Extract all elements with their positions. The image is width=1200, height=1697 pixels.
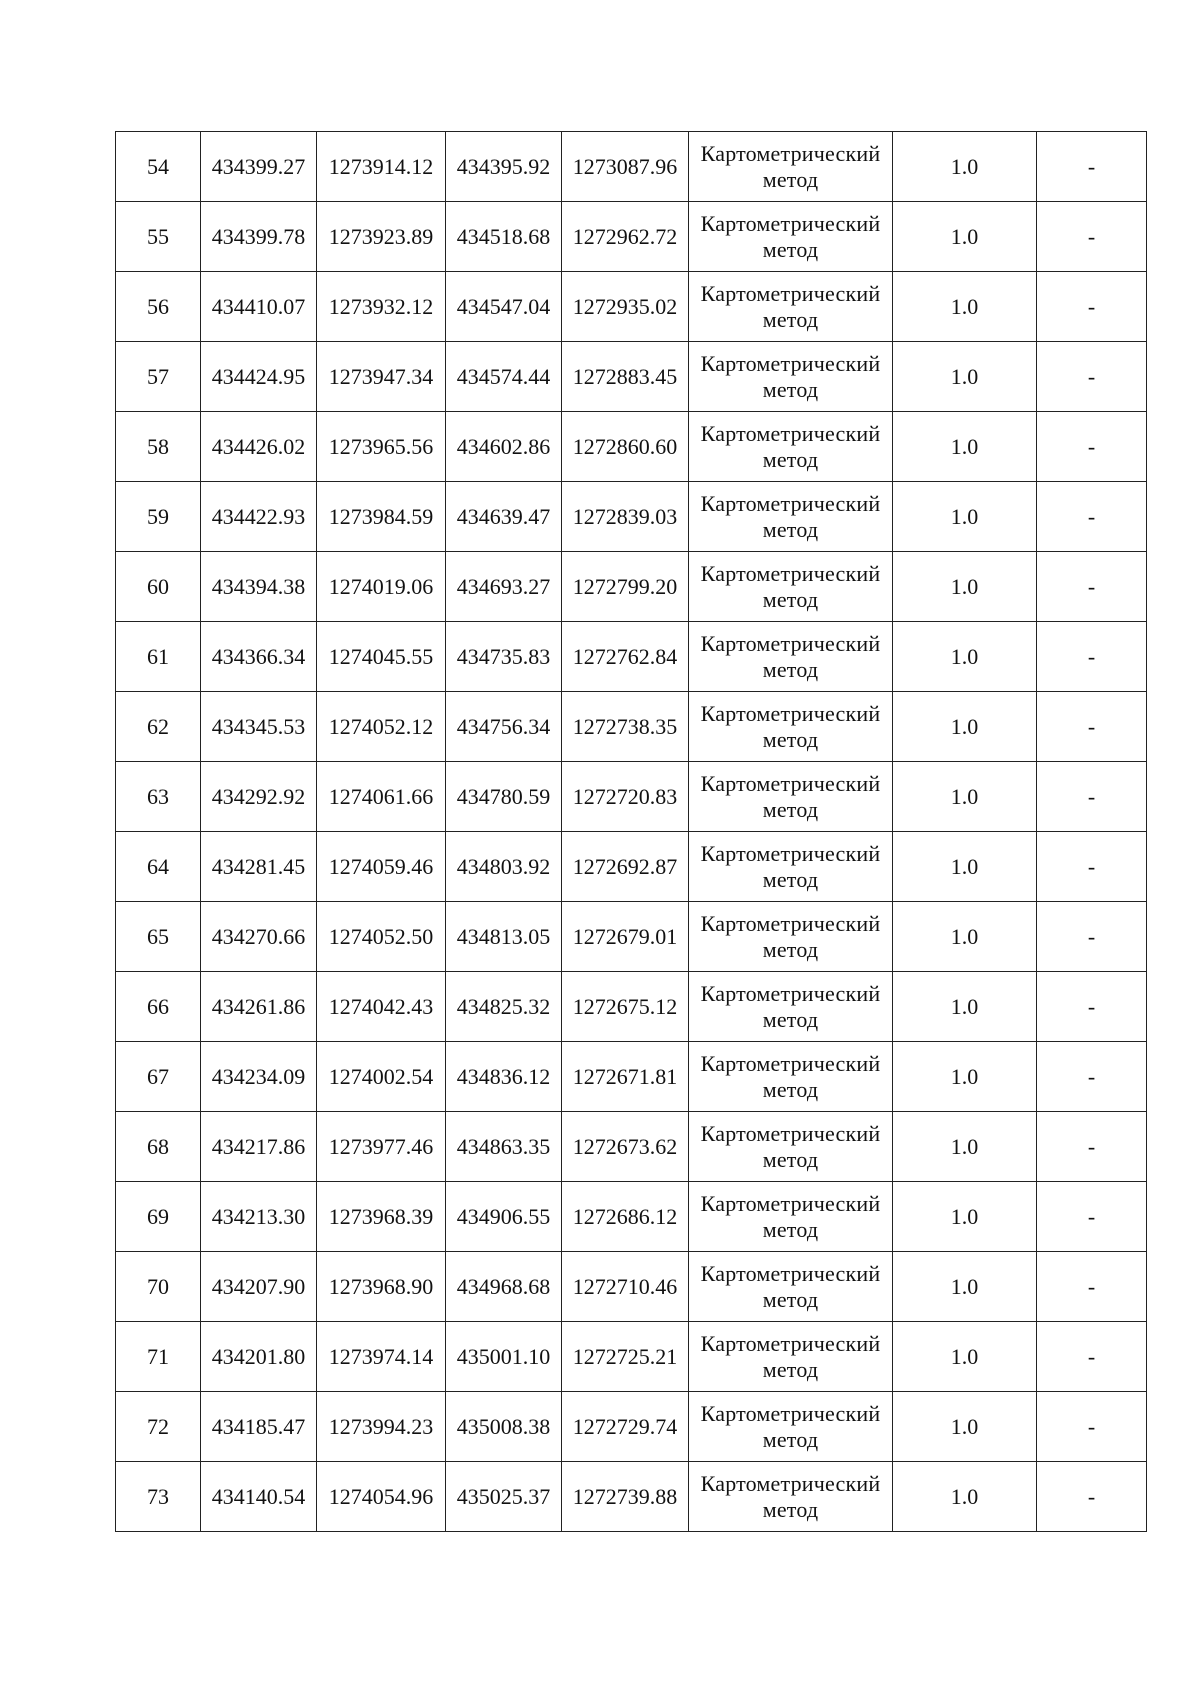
- method-line-1: Картометрический: [700, 630, 881, 656]
- method-line-2: метод: [762, 516, 819, 542]
- note-cell: -: [1037, 1182, 1147, 1252]
- method-line-2: метод: [762, 1426, 819, 1452]
- note-cell: -: [1037, 202, 1147, 272]
- coordinates-table: [115, 131, 1147, 1532]
- note-cell: -: [1037, 1392, 1147, 1462]
- point-number-cell: 70: [116, 1252, 201, 1322]
- method-line-1: Картометрический: [700, 700, 881, 726]
- table-row: [116, 1182, 1147, 1252]
- x-refined-cell: 434836.12: [446, 1042, 562, 1112]
- method-cell: [689, 482, 893, 552]
- note-cell: -: [1037, 832, 1147, 902]
- x-existing-cell: 434394.38: [201, 552, 317, 622]
- y-refined-cell: 1272725.21: [562, 1322, 689, 1392]
- y-existing-cell: 1274054.96: [317, 1462, 446, 1532]
- note-cell: -: [1037, 1112, 1147, 1182]
- table-row: [116, 762, 1147, 832]
- x-refined-cell: 434639.47: [446, 482, 562, 552]
- x-existing-cell: 434185.47: [201, 1392, 317, 1462]
- y-existing-cell: 1273968.39: [317, 1182, 446, 1252]
- method-line-2: метод: [762, 936, 819, 962]
- accuracy-cell: 1.0: [893, 1042, 1037, 1112]
- table-row: [116, 412, 1147, 482]
- table-row: [116, 1042, 1147, 1112]
- x-refined-cell: 434395.92: [446, 132, 562, 202]
- method-line-2: метод: [762, 446, 819, 472]
- y-existing-cell: 1273974.14: [317, 1322, 446, 1392]
- accuracy-cell: 1.0: [893, 832, 1037, 902]
- accuracy-cell: 1.0: [893, 272, 1037, 342]
- point-number-cell: 60: [116, 552, 201, 622]
- method-line-1: Картометрический: [700, 1330, 881, 1356]
- accuracy-cell: 1.0: [893, 622, 1037, 692]
- method-cell: [689, 1182, 893, 1252]
- x-existing-cell: 434422.93: [201, 482, 317, 552]
- y-refined-cell: 1272860.60: [562, 412, 689, 482]
- method-line-1: Картометрический: [700, 1470, 881, 1496]
- method-cell: [689, 552, 893, 622]
- point-number-cell: 66: [116, 972, 201, 1042]
- point-number-cell: 69: [116, 1182, 201, 1252]
- y-refined-cell: 1272679.01: [562, 902, 689, 972]
- note-cell: -: [1037, 342, 1147, 412]
- table-body: [116, 132, 1147, 1532]
- y-existing-cell: 1273914.12: [317, 132, 446, 202]
- accuracy-cell: 1.0: [893, 342, 1037, 412]
- method-cell: [689, 1462, 893, 1532]
- y-refined-cell: 1272762.84: [562, 622, 689, 692]
- method-cell: [689, 832, 893, 902]
- y-existing-cell: 1274052.12: [317, 692, 446, 762]
- y-refined-cell: 1272738.35: [562, 692, 689, 762]
- y-existing-cell: 1273932.12: [317, 272, 446, 342]
- x-existing-cell: 434292.92: [201, 762, 317, 832]
- x-existing-cell: 434410.07: [201, 272, 317, 342]
- point-number-cell: 56: [116, 272, 201, 342]
- method-line-2: метод: [762, 656, 819, 682]
- point-number-cell: 65: [116, 902, 201, 972]
- method-cell: [689, 1252, 893, 1322]
- x-existing-cell: 434424.95: [201, 342, 317, 412]
- y-refined-cell: 1272962.72: [562, 202, 689, 272]
- y-refined-cell: 1272739.88: [562, 1462, 689, 1532]
- y-refined-cell: 1272799.20: [562, 552, 689, 622]
- y-refined-cell: 1272673.62: [562, 1112, 689, 1182]
- point-number-cell: 64: [116, 832, 201, 902]
- x-existing-cell: 434399.27: [201, 132, 317, 202]
- accuracy-cell: 1.0: [893, 1252, 1037, 1322]
- point-number-cell: 68: [116, 1112, 201, 1182]
- method-line-1: Картометрический: [700, 280, 881, 306]
- method-cell: [689, 132, 893, 202]
- x-refined-cell: 434813.05: [446, 902, 562, 972]
- point-number-cell: 61: [116, 622, 201, 692]
- method-cell: [689, 1042, 893, 1112]
- table-row: [116, 902, 1147, 972]
- method-cell: [689, 342, 893, 412]
- x-existing-cell: 434217.86: [201, 1112, 317, 1182]
- accuracy-cell: 1.0: [893, 1322, 1037, 1392]
- method-line-1: Картометрический: [700, 1190, 881, 1216]
- y-existing-cell: 1274052.50: [317, 902, 446, 972]
- x-refined-cell: 434735.83: [446, 622, 562, 692]
- method-cell: [689, 622, 893, 692]
- y-refined-cell: 1272720.83: [562, 762, 689, 832]
- point-number-cell: 73: [116, 1462, 201, 1532]
- method-line-2: метод: [762, 1146, 819, 1172]
- note-cell: -: [1037, 412, 1147, 482]
- method-line-1: Картометрический: [700, 420, 881, 446]
- x-existing-cell: 434426.02: [201, 412, 317, 482]
- accuracy-cell: 1.0: [893, 1462, 1037, 1532]
- note-cell: -: [1037, 1462, 1147, 1532]
- accuracy-cell: 1.0: [893, 132, 1037, 202]
- method-line-2: метод: [762, 796, 819, 822]
- y-existing-cell: 1273947.34: [317, 342, 446, 412]
- point-number-cell: 67: [116, 1042, 201, 1112]
- method-line-2: метод: [762, 1496, 819, 1522]
- point-number-cell: 54: [116, 132, 201, 202]
- method-cell: [689, 762, 893, 832]
- x-refined-cell: 434863.35: [446, 1112, 562, 1182]
- x-refined-cell: 434547.04: [446, 272, 562, 342]
- y-existing-cell: 1274002.54: [317, 1042, 446, 1112]
- point-number-cell: 62: [116, 692, 201, 762]
- y-refined-cell: 1272839.03: [562, 482, 689, 552]
- point-number-cell: 55: [116, 202, 201, 272]
- method-line-1: Картометрический: [700, 980, 881, 1006]
- y-refined-cell: 1272671.81: [562, 1042, 689, 1112]
- x-refined-cell: 434780.59: [446, 762, 562, 832]
- x-refined-cell: 434518.68: [446, 202, 562, 272]
- accuracy-cell: 1.0: [893, 902, 1037, 972]
- method-line-2: метод: [762, 236, 819, 262]
- x-existing-cell: 434366.34: [201, 622, 317, 692]
- accuracy-cell: 1.0: [893, 1392, 1037, 1462]
- method-line-1: Картометрический: [700, 1050, 881, 1076]
- note-cell: -: [1037, 902, 1147, 972]
- accuracy-cell: 1.0: [893, 972, 1037, 1042]
- x-existing-cell: 434345.53: [201, 692, 317, 762]
- note-cell: -: [1037, 622, 1147, 692]
- note-cell: -: [1037, 1322, 1147, 1392]
- method-line-1: Картометрический: [700, 140, 881, 166]
- x-existing-cell: 434140.54: [201, 1462, 317, 1532]
- method-line-2: метод: [762, 866, 819, 892]
- method-cell: [689, 412, 893, 482]
- x-refined-cell: 434906.55: [446, 1182, 562, 1252]
- y-refined-cell: 1272729.74: [562, 1392, 689, 1462]
- accuracy-cell: 1.0: [893, 1112, 1037, 1182]
- method-cell: [689, 972, 893, 1042]
- note-cell: -: [1037, 132, 1147, 202]
- table-row: [116, 1252, 1147, 1322]
- method-line-1: Картометрический: [700, 910, 881, 936]
- x-refined-cell: 434602.86: [446, 412, 562, 482]
- y-refined-cell: 1272883.45: [562, 342, 689, 412]
- accuracy-cell: 1.0: [893, 692, 1037, 762]
- accuracy-cell: 1.0: [893, 202, 1037, 272]
- method-line-1: Картометрический: [700, 770, 881, 796]
- method-line-1: Картометрический: [700, 1400, 881, 1426]
- table-row: [116, 1392, 1147, 1462]
- method-cell: [689, 1112, 893, 1182]
- accuracy-cell: 1.0: [893, 552, 1037, 622]
- y-refined-cell: 1272935.02: [562, 272, 689, 342]
- method-line-2: метод: [762, 166, 819, 192]
- x-existing-cell: 434281.45: [201, 832, 317, 902]
- method-line-2: метод: [762, 1356, 819, 1382]
- accuracy-cell: 1.0: [893, 482, 1037, 552]
- y-refined-cell: 1272692.87: [562, 832, 689, 902]
- point-number-cell: 72: [116, 1392, 201, 1462]
- x-existing-cell: 434234.09: [201, 1042, 317, 1112]
- note-cell: -: [1037, 552, 1147, 622]
- x-existing-cell: 434207.90: [201, 1252, 317, 1322]
- y-existing-cell: 1273994.23: [317, 1392, 446, 1462]
- method-line-2: метод: [762, 1006, 819, 1032]
- method-line-2: метод: [762, 1286, 819, 1312]
- method-line-1: Картометрический: [700, 1120, 881, 1146]
- point-number-cell: 63: [116, 762, 201, 832]
- x-refined-cell: 435008.38: [446, 1392, 562, 1462]
- note-cell: -: [1037, 972, 1147, 1042]
- y-existing-cell: 1274059.46: [317, 832, 446, 902]
- table-row: [116, 132, 1147, 202]
- method-cell: [689, 272, 893, 342]
- y-refined-cell: 1273087.96: [562, 132, 689, 202]
- y-existing-cell: 1273968.90: [317, 1252, 446, 1322]
- y-existing-cell: 1274019.06: [317, 552, 446, 622]
- note-cell: -: [1037, 272, 1147, 342]
- x-refined-cell: 434803.92: [446, 832, 562, 902]
- x-existing-cell: 434201.80: [201, 1322, 317, 1392]
- method-line-2: метод: [762, 1076, 819, 1102]
- x-existing-cell: 434213.30: [201, 1182, 317, 1252]
- y-refined-cell: 1272686.12: [562, 1182, 689, 1252]
- y-existing-cell: 1274045.55: [317, 622, 446, 692]
- x-existing-cell: 434270.66: [201, 902, 317, 972]
- method-cell: [689, 1392, 893, 1462]
- table-row: [116, 1322, 1147, 1392]
- y-existing-cell: 1273984.59: [317, 482, 446, 552]
- method-cell: [689, 202, 893, 272]
- y-existing-cell: 1273977.46: [317, 1112, 446, 1182]
- x-refined-cell: 434574.44: [446, 342, 562, 412]
- point-number-cell: 58: [116, 412, 201, 482]
- note-cell: -: [1037, 1252, 1147, 1322]
- method-line-2: метод: [762, 306, 819, 332]
- x-refined-cell: 434968.68: [446, 1252, 562, 1322]
- accuracy-cell: 1.0: [893, 412, 1037, 482]
- table-row: [116, 342, 1147, 412]
- method-line-1: Картометрический: [700, 350, 881, 376]
- accuracy-cell: 1.0: [893, 762, 1037, 832]
- x-refined-cell: 434825.32: [446, 972, 562, 1042]
- table-row: [116, 972, 1147, 1042]
- note-cell: -: [1037, 692, 1147, 762]
- x-refined-cell: 434693.27: [446, 552, 562, 622]
- method-line-2: метод: [762, 1216, 819, 1242]
- method-line-2: метод: [762, 586, 819, 612]
- table-row: [116, 482, 1147, 552]
- table-row: [116, 832, 1147, 902]
- point-number-cell: 71: [116, 1322, 201, 1392]
- table-row: [116, 202, 1147, 272]
- method-cell: [689, 692, 893, 762]
- method-line-2: метод: [762, 726, 819, 752]
- note-cell: -: [1037, 1042, 1147, 1112]
- y-existing-cell: 1274042.43: [317, 972, 446, 1042]
- y-refined-cell: 1272710.46: [562, 1252, 689, 1322]
- x-refined-cell: 435001.10: [446, 1322, 562, 1392]
- note-cell: -: [1037, 762, 1147, 832]
- y-existing-cell: 1274061.66: [317, 762, 446, 832]
- y-existing-cell: 1273923.89: [317, 202, 446, 272]
- x-existing-cell: 434261.86: [201, 972, 317, 1042]
- method-line-1: Картометрический: [700, 560, 881, 586]
- table-row: [116, 1112, 1147, 1182]
- method-line-1: Картометрический: [700, 210, 881, 236]
- x-refined-cell: 435025.37: [446, 1462, 562, 1532]
- table-row: [116, 1462, 1147, 1532]
- point-number-cell: 57: [116, 342, 201, 412]
- note-cell: -: [1037, 482, 1147, 552]
- accuracy-cell: 1.0: [893, 1182, 1037, 1252]
- y-existing-cell: 1273965.56: [317, 412, 446, 482]
- method-line-1: Картометрический: [700, 1260, 881, 1286]
- method-line-2: метод: [762, 376, 819, 402]
- y-refined-cell: 1272675.12: [562, 972, 689, 1042]
- method-line-1: Картометрический: [700, 840, 881, 866]
- method-cell: [689, 1322, 893, 1392]
- table-row: [116, 272, 1147, 342]
- x-refined-cell: 434756.34: [446, 692, 562, 762]
- table-row: [116, 692, 1147, 762]
- method-line-1: Картометрический: [700, 490, 881, 516]
- method-cell: [689, 902, 893, 972]
- point-number-cell: 59: [116, 482, 201, 552]
- table-row: [116, 552, 1147, 622]
- x-existing-cell: 434399.78: [201, 202, 317, 272]
- table-row: [116, 622, 1147, 692]
